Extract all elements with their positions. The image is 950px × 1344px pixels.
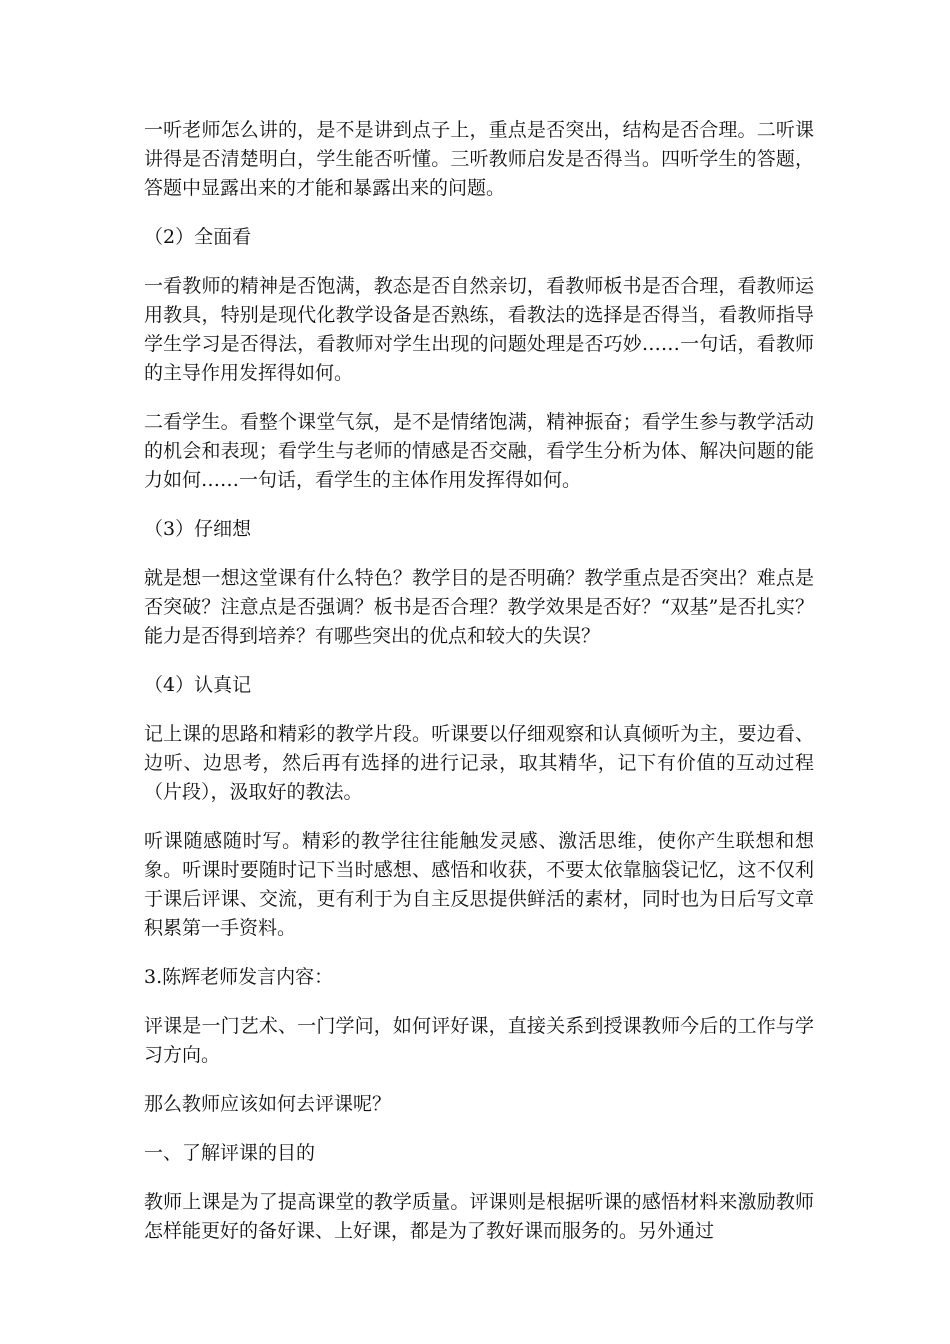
paragraph-watch-teacher: 一看教师的精神是否饱满，教态是否自然亲切，看教师板书是否合理，看教师运用教具，特别是现代化教学设备是否熟练，看教法的选择是否得当，看教师指导学生学习是否得法，看教师对学生出现的问题处理是否巧妙……一句话，看教师的主导作用发挥得如何。 bbox=[144, 275, 814, 384]
section-heading-think: （3）仔细想 bbox=[144, 518, 252, 540]
question-line: 那么教师应该如何去评课呢？ bbox=[144, 1093, 392, 1115]
paragraph-listening: 一听老师怎么讲的，是不是讲到点子上，重点是否突出，结构是否合理。二听课讲得是否清楚明白，学生能否听懂。三听教师启发是否得当。四听学生的答题，答题中显露出来的才能和暴露出来的问题。 bbox=[144, 119, 814, 199]
section-heading-watch: （2）全面看 bbox=[144, 226, 252, 248]
document-body bbox=[144, 116, 814, 1266]
section-heading-record: （4）认真记 bbox=[144, 674, 252, 696]
paragraph-evaluation-intro: 评课是一门艺术、一门学问，如何评好课，直接关系到授课教师今后的工作与学习方向。 bbox=[144, 1015, 814, 1066]
paragraph-think: 就是想一想这堂课有什么特色？教学目的是否明确？教学重点是否突出？难点是否突破？注意点是否强调？板书是否合理？教学效果是否好？“双基”是否扎实？能力是否得到培养？有哪些突出的优点和较大的失误？ bbox=[144, 567, 814, 647]
paragraph-record-1: 记上课的思路和精彩的教学片段。听课要以仔细观察和认真倾听为主，要边看、边听、边思考，然后再有选择的进行记录，取其精华，记下有价值的互动过程（片段），汲取好的教法。 bbox=[144, 723, 814, 803]
paragraph-purpose: 教师上课是为了提高课堂的教学质量。评课则是根据听课的感悟材料来激励教师怎样能更好的备好课、上好课，都是为了教好课而服务的。另外通过 bbox=[144, 1191, 814, 1242]
paragraph-record-2: 听课随感随时写。精彩的教学往往能触发灵感、激活思维，使你产生联想和想象。听课时要随时记下当时感想、感悟和收获，不要太依靠脑袋记忆，这不仅利于课后评课、交流，更有利于为自主反思提供鲜活的素材，同时也为日后写文章积累第一手资料。 bbox=[144, 830, 814, 939]
section-heading-purpose: 一、了解评课的目的 bbox=[144, 1142, 316, 1164]
paragraph-watch-students: 二看学生。看整个课堂气氛，是不是情绪饱满，精神振奋；看学生参与教学活动的机会和表现；看学生与老师的情感是否交融，看学生分析为体、解决问题的能力如何……一句话，看学生的主体作用发挥得如何。 bbox=[144, 411, 814, 491]
section-heading-speaker: 3.陈辉老师发言内容： bbox=[144, 966, 334, 988]
